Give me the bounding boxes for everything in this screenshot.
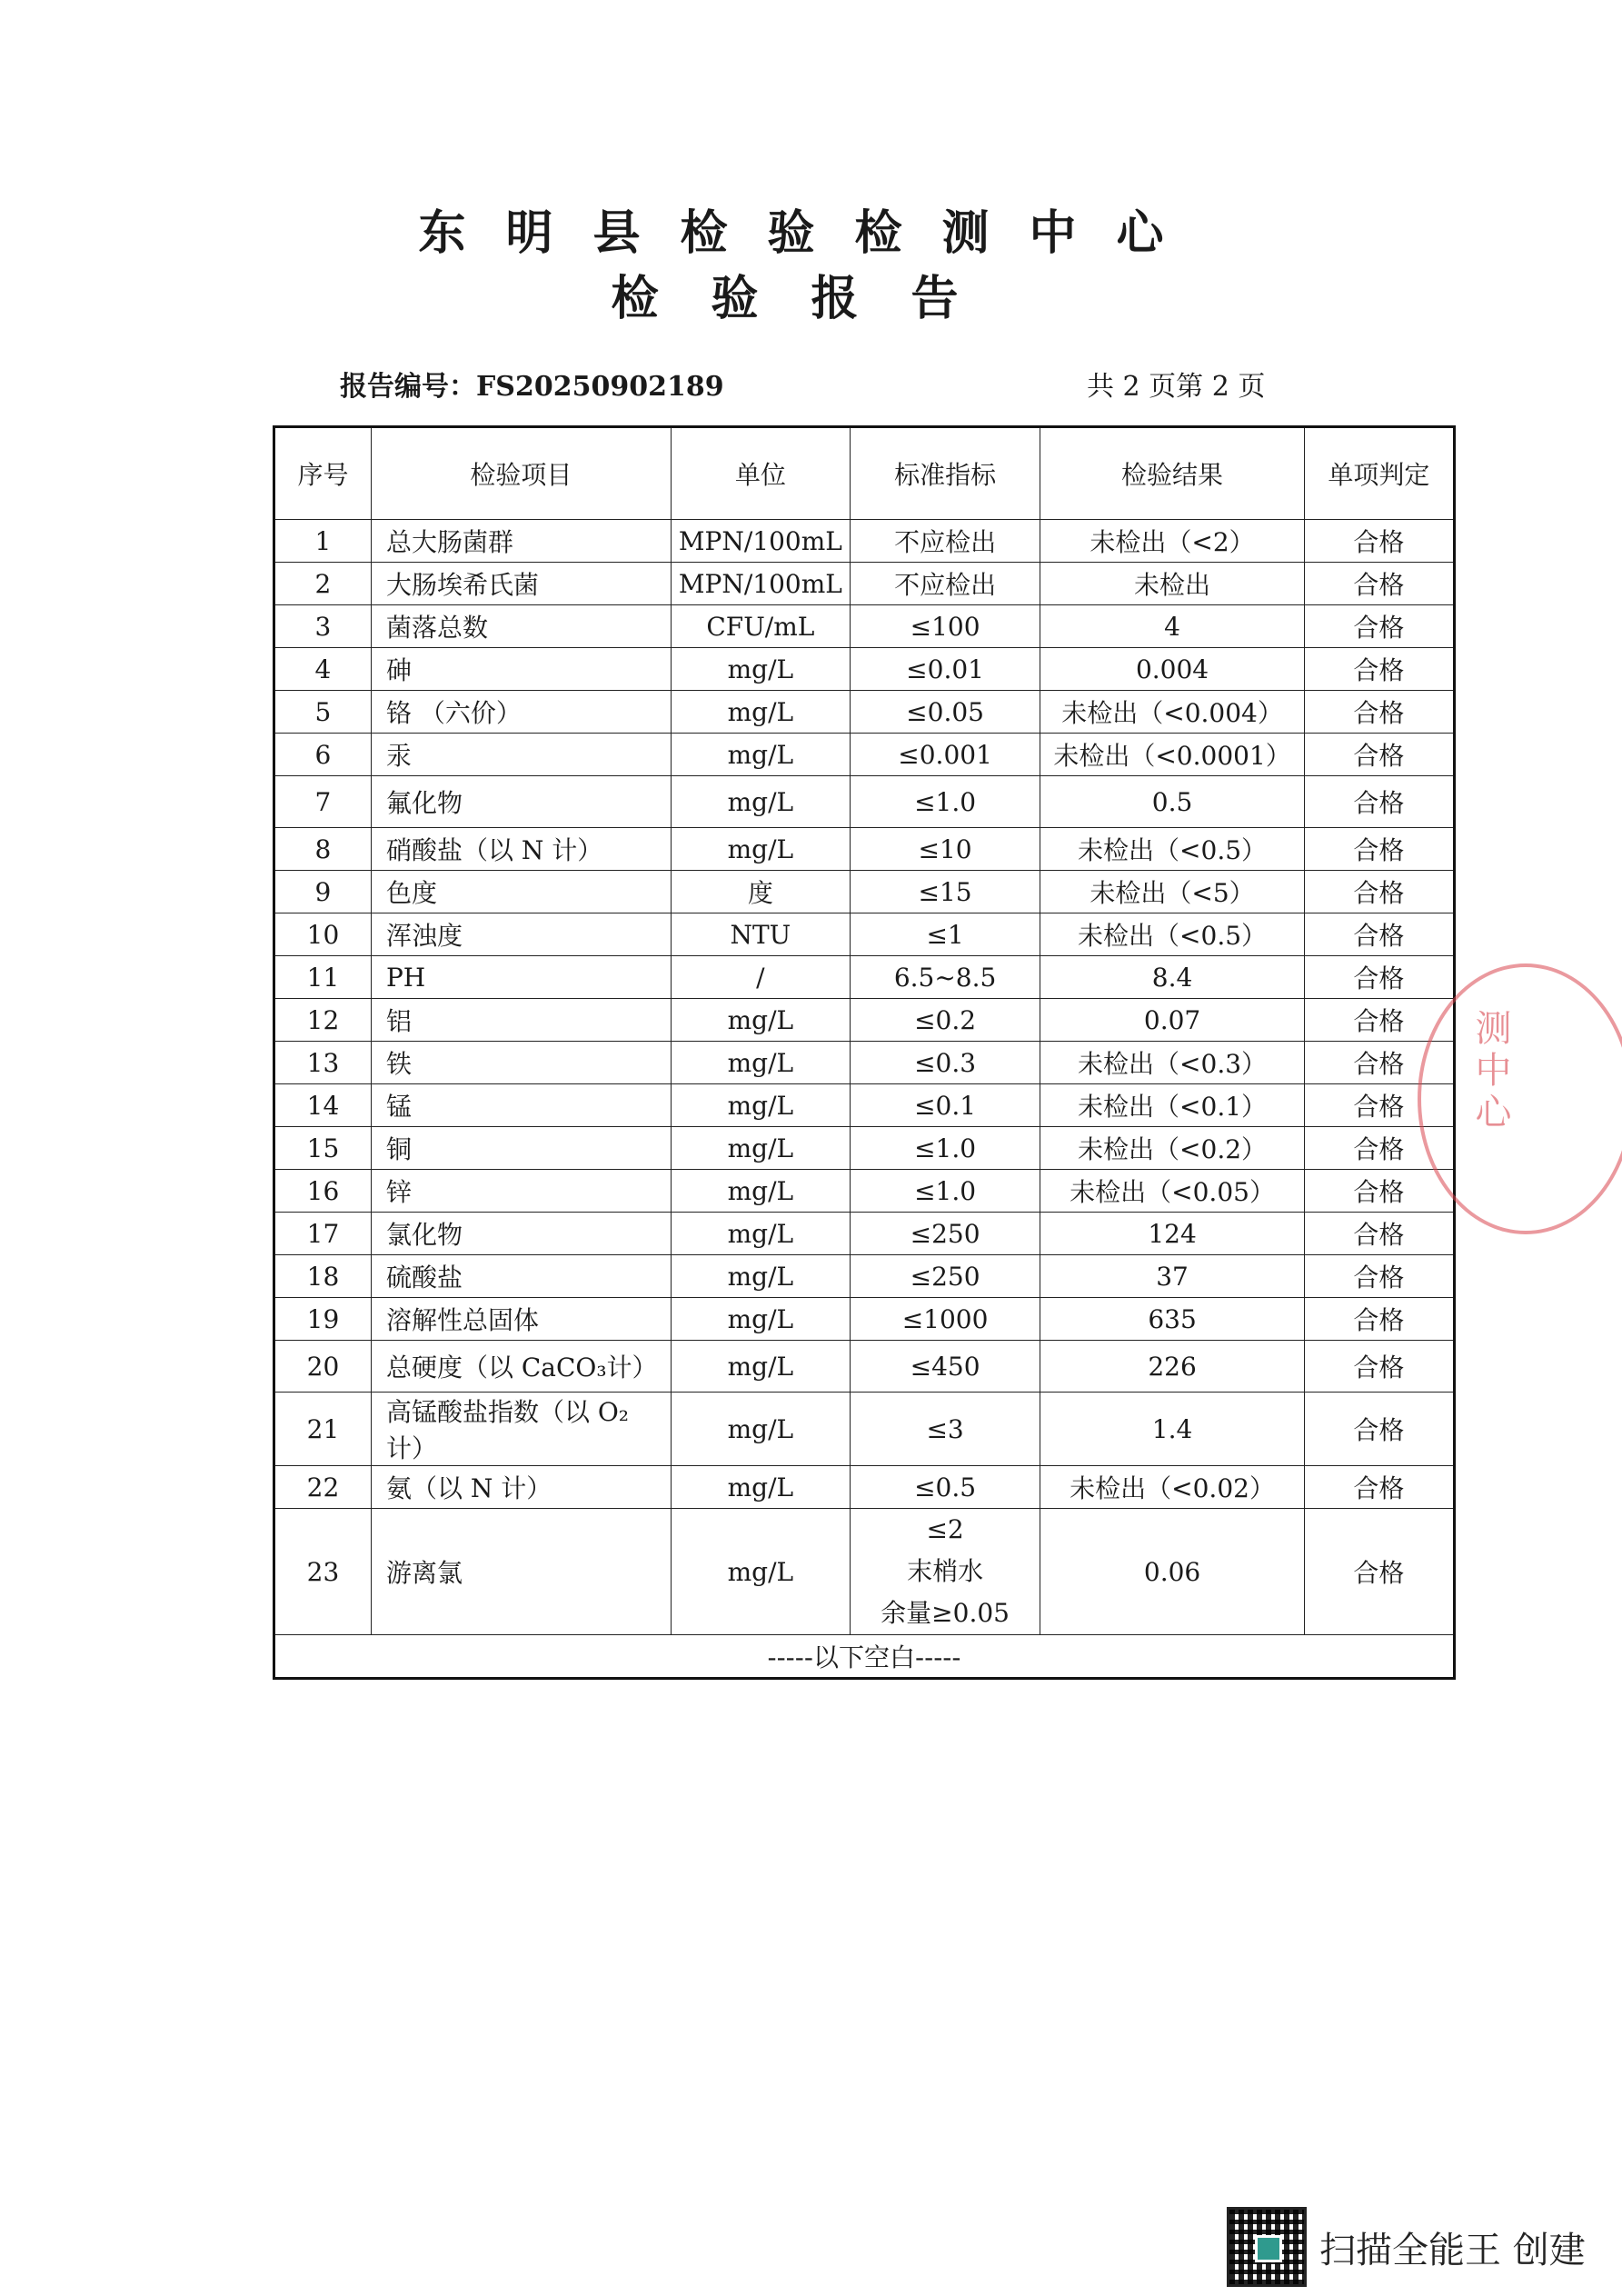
cell-verdict: 合格 — [1304, 1466, 1454, 1509]
table-row — [274, 956, 1455, 999]
table-row — [274, 1255, 1455, 1298]
table-row — [274, 776, 1455, 828]
col-header-item: 检验项目 — [371, 427, 671, 520]
table-row — [274, 691, 1455, 734]
col-header-no: 序号 — [274, 427, 372, 520]
cell-standard: ≤0.3 — [850, 1042, 1040, 1084]
table-row — [274, 1084, 1455, 1127]
cell-item: 氯化物 — [371, 1213, 671, 1255]
seal-text: 测中心 — [1469, 1009, 1511, 1134]
cell-no: 19 — [274, 1298, 372, 1341]
table-body — [274, 520, 1455, 1635]
cell-verdict: 合格 — [1304, 648, 1454, 691]
cell-result: 1.4 — [1040, 1393, 1305, 1466]
cell-verdict: 合格 — [1304, 913, 1454, 956]
cell-unit: NTU — [671, 913, 850, 956]
table-row — [274, 1127, 1455, 1170]
cell-unit: mg/L — [671, 1042, 850, 1084]
cell-item: 浑浊度 — [371, 913, 671, 956]
cell-verdict: 合格 — [1304, 1127, 1454, 1170]
cell-item: 溶解性总固体 — [371, 1298, 671, 1341]
table-row — [274, 563, 1455, 605]
cell-result: 未检出（<0.02） — [1040, 1466, 1305, 1509]
table-row — [274, 999, 1455, 1042]
cell-item: 铁 — [371, 1042, 671, 1084]
cell-result: 635 — [1040, 1298, 1305, 1341]
cell-verdict: 合格 — [1304, 563, 1454, 605]
cell-verdict: 合格 — [1304, 734, 1454, 776]
cell-unit: mg/L — [671, 1393, 850, 1466]
table-row — [274, 1393, 1455, 1466]
cell-standard: ≤450 — [850, 1341, 1040, 1393]
table-row — [274, 1341, 1455, 1393]
cell-standard: 6.5~8.5 — [850, 956, 1040, 999]
cell-result: 未检出（<0.0001） — [1040, 734, 1305, 776]
cell-verdict: 合格 — [1304, 1213, 1454, 1255]
cell-item: 铬 （六价） — [371, 691, 671, 734]
cell-result: 未检出（<0.004） — [1040, 691, 1305, 734]
cell-item: 游离氯 — [371, 1509, 671, 1635]
inspection-table — [273, 425, 1456, 1680]
cell-item: 总大肠菌群 — [371, 520, 671, 563]
cell-verdict: 合格 — [1304, 999, 1454, 1042]
cell-standard: ≤0.2 — [850, 999, 1040, 1042]
cell-verdict: 合格 — [1304, 1509, 1454, 1635]
cell-no: 12 — [274, 999, 372, 1042]
cell-verdict: 合格 — [1304, 520, 1454, 563]
cell-item: 氨（以 N 计） — [371, 1466, 671, 1509]
cell-unit: mg/L — [671, 1298, 850, 1341]
table-row — [274, 1466, 1455, 1509]
cell-item: 铜 — [371, 1127, 671, 1170]
cell-standard: ≤100 — [850, 605, 1040, 648]
cell-verdict: 合格 — [1304, 828, 1454, 871]
scanner-watermark — [1227, 2207, 1586, 2287]
cell-unit: MPN/100mL — [671, 520, 850, 563]
cell-standard: ≤0.5 — [850, 1466, 1040, 1509]
cell-unit: mg/L — [671, 776, 850, 828]
cell-no: 13 — [274, 1042, 372, 1084]
col-header-unit: 单位 — [671, 427, 850, 520]
cell-result: 未检出（<0.1） — [1040, 1084, 1305, 1127]
cell-result: 0.06 — [1040, 1509, 1305, 1635]
table-row — [274, 520, 1455, 563]
cell-result: 未检出（<0.2） — [1040, 1127, 1305, 1170]
report-title: 检验报告 — [611, 271, 1011, 326]
cell-result: 37 — [1040, 1255, 1305, 1298]
cell-no: 3 — [274, 605, 372, 648]
cell-result: 0.004 — [1040, 648, 1305, 691]
col-header-standard: 标准指标 — [850, 427, 1040, 520]
cell-unit: mg/L — [671, 1213, 850, 1255]
table-row — [274, 605, 1455, 648]
cell-result: 0.5 — [1040, 776, 1305, 828]
cell-verdict: 合格 — [1304, 1255, 1454, 1298]
cell-unit: mg/L — [671, 1509, 850, 1635]
cell-unit: mg/L — [671, 1466, 850, 1509]
table-row — [274, 1298, 1455, 1341]
cell-no: 15 — [274, 1127, 372, 1170]
cell-no: 17 — [274, 1213, 372, 1255]
cell-standard: ≤250 — [850, 1255, 1040, 1298]
cell-verdict: 合格 — [1304, 1042, 1454, 1084]
cell-unit: mg/L — [671, 1170, 850, 1213]
cell-standard: ≤3 — [850, 1393, 1040, 1466]
cell-result: 8.4 — [1040, 956, 1305, 999]
cell-result: 未检出（<2） — [1040, 520, 1305, 563]
standard-line: ≤2 — [926, 1514, 964, 1544]
cell-standard: 不应检出 — [850, 563, 1040, 605]
cell-unit: mg/L — [671, 1341, 850, 1393]
cell-standard: ≤10 — [850, 828, 1040, 871]
table-row — [274, 871, 1455, 913]
cell-result: 124 — [1040, 1213, 1305, 1255]
cell-verdict: 合格 — [1304, 871, 1454, 913]
cell-result: 未检出（<0.5） — [1040, 913, 1305, 956]
blank-note-row — [274, 1635, 1455, 1679]
cell-standard: ≤1.0 — [850, 776, 1040, 828]
cell-no: 6 — [274, 734, 372, 776]
cell-no: 18 — [274, 1255, 372, 1298]
cell-standard: ≤1.0 — [850, 1127, 1040, 1170]
cell-item: 高锰酸盐指数（以 O₂计） — [371, 1393, 671, 1466]
cell-unit: mg/L — [671, 648, 850, 691]
cell-no: 2 — [274, 563, 372, 605]
cell-unit: mg/L — [671, 999, 850, 1042]
cell-verdict: 合格 — [1304, 776, 1454, 828]
official-seal — [1418, 963, 1622, 1234]
cell-verdict: 合格 — [1304, 1393, 1454, 1466]
cell-standard: ≤1000 — [850, 1298, 1040, 1341]
cell-result: 0.07 — [1040, 999, 1305, 1042]
cell-no: 20 — [274, 1341, 372, 1393]
watermark-text: 扫描全能王 创建 — [1319, 2229, 1586, 2271]
cell-no: 23 — [274, 1509, 372, 1635]
cell-unit: mg/L — [671, 1255, 850, 1298]
col-header-result: 检验结果 — [1040, 427, 1305, 520]
cell-verdict: 合格 — [1304, 956, 1454, 999]
page-info: 共 2 页第 2 页 — [1087, 371, 1266, 403]
org-name: 东明县检验检测中心 — [418, 205, 1204, 261]
cell-standard: ≤250 — [850, 1213, 1040, 1255]
cell-no: 4 — [274, 648, 372, 691]
cell-standard: ≤0.05 — [850, 691, 1040, 734]
cell-verdict: 合格 — [1304, 691, 1454, 734]
cell-item: 硫酸盐 — [371, 1255, 671, 1298]
standard-line: 余量≥0.05 — [881, 1598, 1010, 1628]
report-number — [340, 364, 724, 404]
cell-no: 16 — [274, 1170, 372, 1213]
table-row — [274, 1213, 1455, 1255]
table-row — [274, 648, 1455, 691]
cell-result: 4 — [1040, 605, 1305, 648]
standard-line: 末梢水 — [907, 1556, 984, 1586]
cell-item: 铝 — [371, 999, 671, 1042]
cell-no: 21 — [274, 1393, 372, 1466]
cell-standard — [850, 1509, 1040, 1635]
cell-no: 9 — [274, 871, 372, 913]
cell-standard: ≤0.1 — [850, 1084, 1040, 1127]
cell-no: 5 — [274, 691, 372, 734]
report-number-label: 报告编号： — [340, 371, 476, 403]
cell-result: 未检出（<0.05） — [1040, 1170, 1305, 1213]
cell-unit: mg/L — [671, 1084, 850, 1127]
cell-unit: / — [671, 956, 850, 999]
cell-no: 7 — [274, 776, 372, 828]
table-row — [274, 913, 1455, 956]
cell-unit: mg/L — [671, 1127, 850, 1170]
cell-no: 11 — [274, 956, 372, 999]
cell-unit: mg/L — [671, 734, 850, 776]
cell-verdict: 合格 — [1304, 1298, 1454, 1341]
table-row — [274, 1042, 1455, 1084]
cell-standard: ≤0.001 — [850, 734, 1040, 776]
cell-item: 色度 — [371, 871, 671, 913]
cell-unit: CFU/mL — [671, 605, 850, 648]
cell-standard: ≤15 — [850, 871, 1040, 913]
cell-result: 未检出（<0.3） — [1040, 1042, 1305, 1084]
table-row — [274, 828, 1455, 871]
cell-no: 1 — [274, 520, 372, 563]
cell-result: 未检出（<5） — [1040, 871, 1305, 913]
cell-standard: ≤1 — [850, 913, 1040, 956]
cell-unit: 度 — [671, 871, 850, 913]
report-number-value: FS20250902189 — [476, 371, 724, 403]
cell-verdict: 合格 — [1304, 1170, 1454, 1213]
cell-unit: MPN/100mL — [671, 563, 850, 605]
qr-code-icon — [1227, 2207, 1307, 2287]
cell-standard: ≤0.01 — [850, 648, 1040, 691]
cell-item: PH — [371, 956, 671, 999]
cell-no: 22 — [274, 1466, 372, 1509]
table-header-row — [274, 427, 1455, 520]
blank-note: -----以下空白----- — [274, 1635, 1455, 1679]
col-header-verdict: 单项判定 — [1304, 427, 1454, 520]
cell-item: 硝酸盐（以 N 计） — [371, 828, 671, 871]
cell-verdict: 合格 — [1304, 605, 1454, 648]
cell-result: 226 — [1040, 1341, 1305, 1393]
cell-result: 未检出 — [1040, 563, 1305, 605]
cell-verdict: 合格 — [1304, 1341, 1454, 1393]
cell-item: 大肠埃希氏菌 — [371, 563, 671, 605]
cell-item: 汞 — [371, 734, 671, 776]
cell-item: 菌落总数 — [371, 605, 671, 648]
cell-item: 总硬度（以 CaCO₃计） — [371, 1341, 671, 1393]
table-row — [274, 734, 1455, 776]
cell-no: 10 — [274, 913, 372, 956]
cell-item: 砷 — [371, 648, 671, 691]
cell-standard: ≤1.0 — [850, 1170, 1040, 1213]
cell-verdict: 合格 — [1304, 1084, 1454, 1127]
cell-unit: mg/L — [671, 828, 850, 871]
cell-item: 锰 — [371, 1084, 671, 1127]
cell-item: 锌 — [371, 1170, 671, 1213]
table-row — [274, 1170, 1455, 1213]
cell-no: 14 — [274, 1084, 372, 1127]
cell-unit: mg/L — [671, 691, 850, 734]
table-row — [274, 1509, 1455, 1635]
cell-standard: 不应检出 — [850, 520, 1040, 563]
cell-no: 8 — [274, 828, 372, 871]
cell-result: 未检出（<0.5） — [1040, 828, 1305, 871]
cell-item: 氟化物 — [371, 776, 671, 828]
